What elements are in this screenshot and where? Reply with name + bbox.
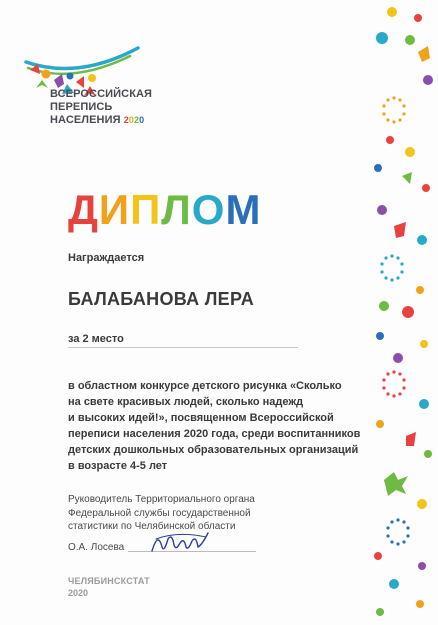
logo-year [124,115,144,125]
logo-year-digit: 2 [123,115,129,125]
title-letter: П [130,186,162,233]
footer-org: ЧЕЛЯБИНСКСТАТ [68,576,150,586]
logo-line-1: ВСЕРОССИЙСКАЯ [50,88,153,100]
title-letter: Д [68,186,99,233]
place-underline [68,347,298,348]
place-text: за 2 место [68,333,124,345]
title-letter: Л [161,186,192,233]
signer-name: О.А. Лосева [68,542,125,553]
logo-year-digit: 2 [133,115,140,125]
awarded-label: Награждается [68,252,145,264]
title-letter: И [98,186,131,233]
footer-year: 2020 [68,588,89,598]
decorative-confetti [358,0,438,625]
handwritten-signature [148,525,214,557]
logo-line-3 [50,114,152,127]
logo-text [50,88,152,127]
award-description: в областном конкурсе детского рисунка «Сколько на свете красивых людей, сколько надежд и высоких идей!», посвященном Всероссийской переписи населения 2020 года, среди воспитанников детских дошкольных образовательных организаций в возрасте 4-5 лет [68,380,361,472]
logo-line-2: ПЕРЕПИСЬ [50,101,113,113]
logo-line-3-text: НАСЕЛЕНИЯ [50,114,121,126]
diploma-title [68,186,261,234]
logo-year-digit: 0 [128,115,134,125]
recipient-name: БАЛАБАНОВА ЛЕРА [68,289,255,309]
logo-year-digit: 0 [139,115,145,125]
signer-title: Руководитель Территориального органа Федеральной службы государственной статистики по Челябинской области [68,494,255,532]
title-letter: О [191,186,226,233]
title-letter: М [225,186,262,233]
